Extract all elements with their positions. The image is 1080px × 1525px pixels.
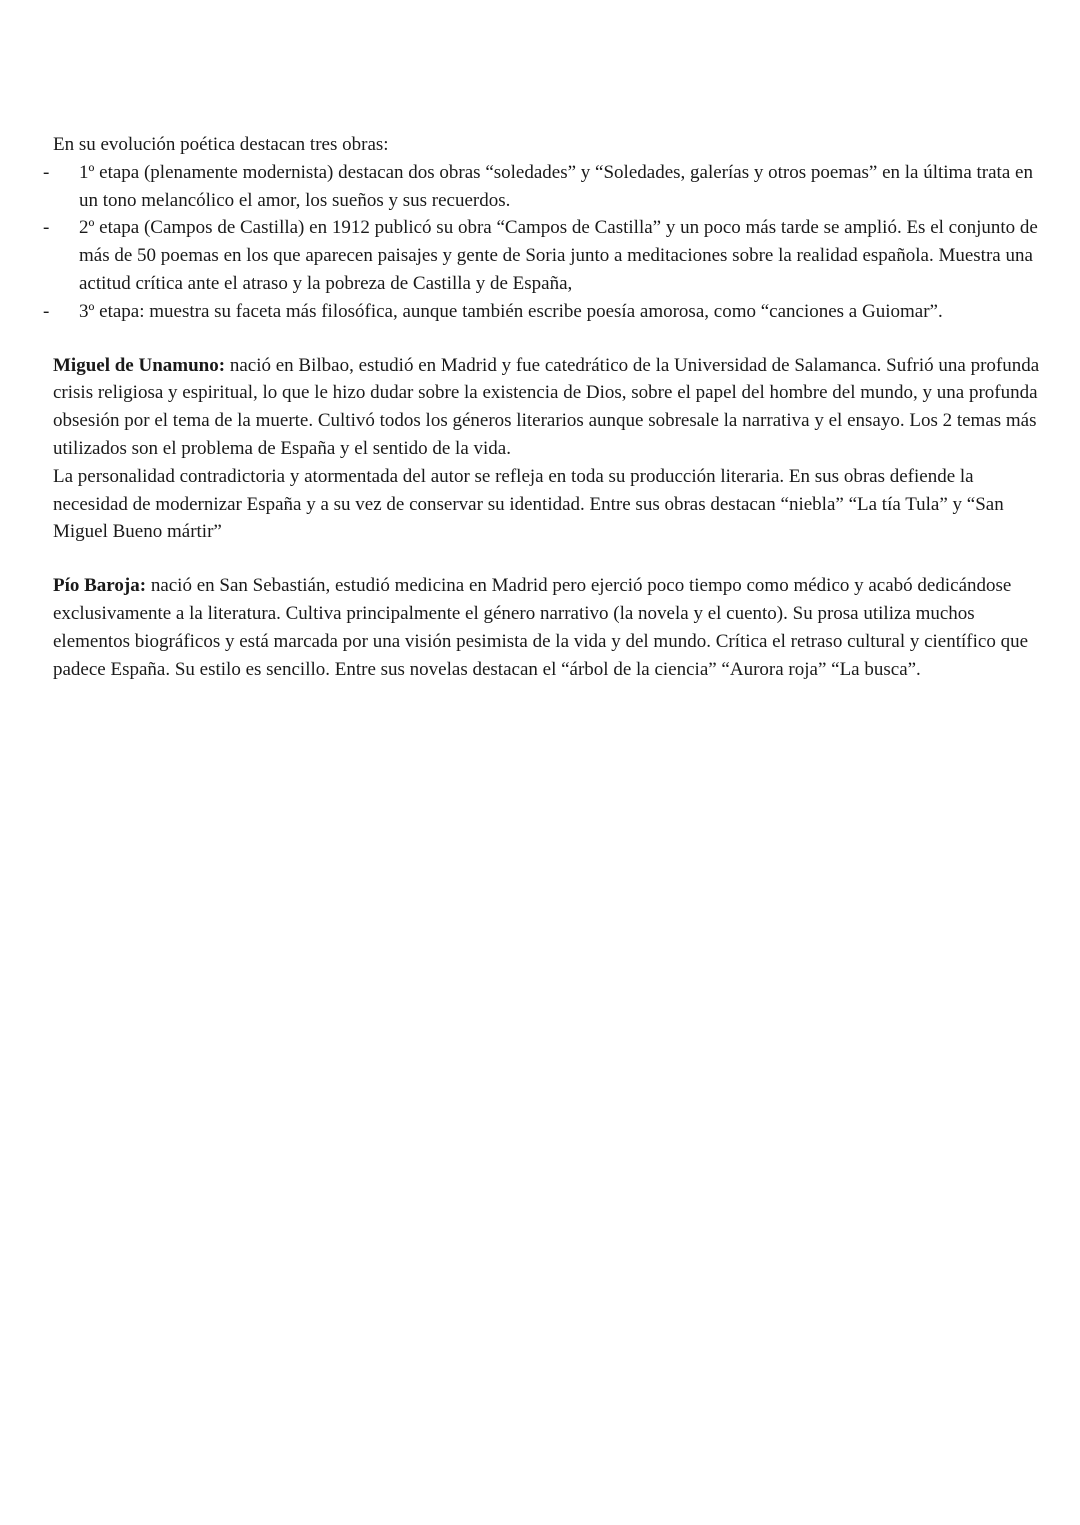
etapa-item-2 bbox=[43, 214, 1043, 297]
etapa-text-1: 1º etapa (plenamente modernista) destacan dos obras “soledades” y “Soledades, galerías y otros poemas” en la última trata en un tono melancólico el amor, los sueños y sus recuerdos. bbox=[79, 161, 1033, 211]
unamuno-text: nació en Bilbao, estudió en Madrid y fue catedrático de la Universidad de Salamanca. Sufrió una profunda crisis religiosa y espiritual, lo que le hizo dudar sobre la existencia de Dios, sobre el papel del hombre del mundo, y una profunda obsesión por el tema de la muerte. Cultivó todos los géneros literarios aunque sobresale la narrativa y el ensayo. Los 2 temas más utilizados son el problema de España y el sentido de la vida. bbox=[53, 354, 1040, 459]
paragraph-spacer bbox=[53, 326, 1043, 352]
unamuno-paragraph bbox=[53, 352, 1043, 463]
baroja-paragraph bbox=[53, 572, 1043, 683]
paragraph-spacer bbox=[53, 546, 1043, 572]
etapa-text-3: 3º etapa: muestra su faceta más filosófica, aunque también escribe poesía amorosa, como “canciones a Guiomar”. bbox=[79, 300, 943, 322]
etapa-item-1 bbox=[43, 159, 1043, 215]
document-page bbox=[43, 131, 1043, 683]
etapa-item-3 bbox=[43, 298, 1043, 326]
unamuno-heading: Miguel de Unamuno: bbox=[53, 354, 226, 376]
list-marker: - bbox=[43, 217, 50, 239]
intro-paragraph: En su evolución poética destacan tres obras: bbox=[53, 134, 389, 155]
list-marker: - bbox=[43, 161, 50, 183]
unamuno-paragraph-2: La personalidad contradictoria y atormentada del autor se refleja en toda su producción literaria. En sus obras defiende la necesidad de modernizar España y a su vez de conservar su identidad. Entre sus obras destacan “niebla” “La tía Tula” y “San Miguel Bueno mártir” bbox=[53, 465, 1004, 543]
baroja-heading: Pío Baroja: bbox=[53, 575, 147, 597]
etapas-list bbox=[43, 159, 1043, 326]
list-marker: - bbox=[43, 300, 50, 322]
etapa-text-2: 2º etapa (Campos de Castilla) en 1912 publicó su obra “Campos de Castilla” y un poco más tarde se amplió. Es el conjunto de más de 50 poemas en los que aparecen paisajes y gente de Soria junto a meditaciones sobre la realidad española. Muestra una actitud crítica ante el atraso y la pobreza de Castilla y de España, bbox=[79, 217, 1038, 294]
baroja-text: nació en San Sebastián, estudió medicina en Madrid pero ejerció poco tiempo como médico y acabó dedicándose exclusivamente a la literatura. Cultiva principalmente el género narrativo (la novela y el cuento). Su prosa utiliza muchos elementos biográficos y está marcada por una visión pesimista de la vida y del mundo. Crítica el retraso cultural y científico que padece España. Su estilo es sencillo. Entre sus novelas destacan el “árbol de la ciencia” “Aurora roja” “La busca”. bbox=[53, 575, 1029, 680]
